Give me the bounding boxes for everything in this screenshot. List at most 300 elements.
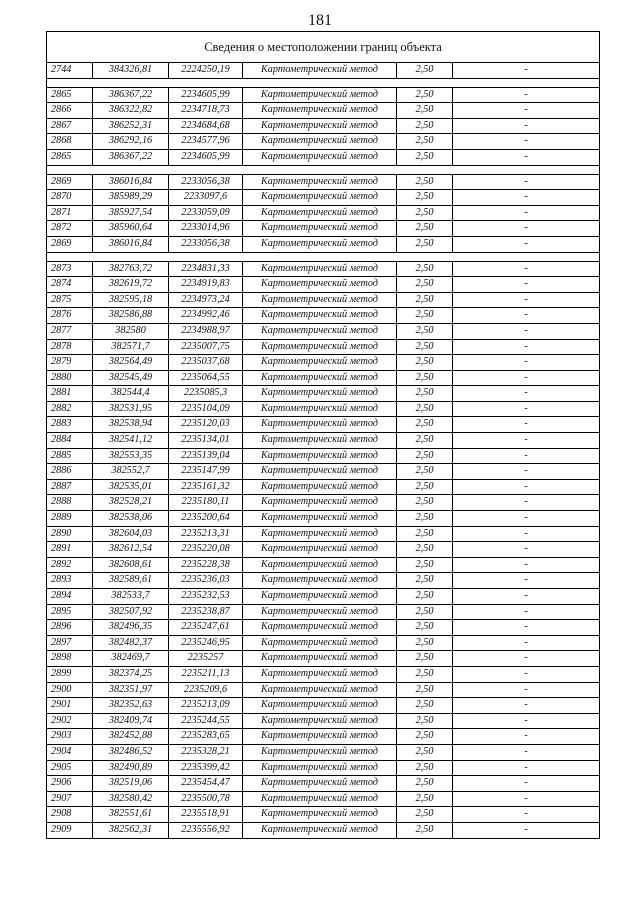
point-number-cell: 2897 <box>47 635 93 651</box>
description-cell: - <box>453 448 600 464</box>
group-separator-cell <box>47 78 600 87</box>
x-coordinate-cell: 382604,03 <box>93 526 169 542</box>
x-coordinate-cell: 382595,18 <box>93 292 169 308</box>
accuracy-cell: 2,50 <box>397 370 453 386</box>
point-number-cell: 2900 <box>47 682 93 698</box>
description-cell: - <box>453 495 600 511</box>
x-coordinate-cell: 382608,61 <box>93 557 169 573</box>
point-number-cell: 2898 <box>47 651 93 667</box>
y-coordinate-cell: 2235139,04 <box>169 448 243 464</box>
table-row <box>47 103 600 119</box>
x-coordinate-cell: 382589,61 <box>93 573 169 589</box>
table-body <box>47 32 600 839</box>
y-coordinate-cell: 2235213,31 <box>169 526 243 542</box>
x-coordinate-cell: 382564,49 <box>93 355 169 371</box>
description-cell: - <box>453 698 600 714</box>
method-cell: Картометрический метод <box>243 118 397 134</box>
table-row <box>47 729 600 745</box>
method-cell: Картометрический метод <box>243 63 397 79</box>
method-cell: Картометрический метод <box>243 149 397 165</box>
description-cell: - <box>453 682 600 698</box>
section-title-row <box>47 32 600 63</box>
x-coordinate-cell: 382519,06 <box>93 776 169 792</box>
point-number-cell: 2896 <box>47 620 93 636</box>
accuracy-cell: 2,50 <box>397 573 453 589</box>
table-row <box>47 118 600 134</box>
point-number-cell: 2904 <box>47 744 93 760</box>
x-coordinate-cell: 382452,88 <box>93 729 169 745</box>
accuracy-cell: 2,50 <box>397 386 453 402</box>
description-cell: - <box>453 620 600 636</box>
table-row <box>47 698 600 714</box>
table-row <box>47 433 600 449</box>
y-coordinate-cell: 2234605,99 <box>169 149 243 165</box>
description-cell: - <box>453 589 600 605</box>
accuracy-cell: 2,50 <box>397 261 453 277</box>
description-cell: - <box>453 63 600 79</box>
y-coordinate-cell: 2235213,09 <box>169 698 243 714</box>
x-coordinate-cell: 382351,97 <box>93 682 169 698</box>
accuracy-cell: 2,50 <box>397 526 453 542</box>
point-number-cell: 2906 <box>47 776 93 792</box>
point-number-cell: 2909 <box>47 822 93 838</box>
x-coordinate-cell: 382490,89 <box>93 760 169 776</box>
point-number-cell: 2871 <box>47 205 93 221</box>
description-cell: - <box>453 277 600 293</box>
point-number-cell: 2889 <box>47 511 93 527</box>
method-cell: Картометрический метод <box>243 495 397 511</box>
point-number-cell: 2894 <box>47 589 93 605</box>
accuracy-cell: 2,50 <box>397 651 453 667</box>
y-coordinate-cell: 2235399,42 <box>169 760 243 776</box>
accuracy-cell: 2,50 <box>397 635 453 651</box>
method-cell: Картометрический метод <box>243 620 397 636</box>
point-number-cell: 2882 <box>47 401 93 417</box>
x-coordinate-cell: 384326,81 <box>93 63 169 79</box>
table-row <box>47 448 600 464</box>
x-coordinate-cell: 382580 <box>93 323 169 339</box>
x-coordinate-cell: 382535,01 <box>93 479 169 495</box>
x-coordinate-cell: 386367,22 <box>93 87 169 103</box>
table-row <box>47 744 600 760</box>
method-cell: Картометрический метод <box>243 386 397 402</box>
x-coordinate-cell: 382541,12 <box>93 433 169 449</box>
method-cell: Картометрический метод <box>243 323 397 339</box>
y-coordinate-cell: 2224250,19 <box>169 63 243 79</box>
table-row <box>47 190 600 206</box>
table-row <box>47 277 600 293</box>
description-cell: - <box>453 87 600 103</box>
x-coordinate-cell: 382538,94 <box>93 417 169 433</box>
description-cell: - <box>453 118 600 134</box>
y-coordinate-cell: 2235200,64 <box>169 511 243 527</box>
table-row <box>47 205 600 221</box>
x-coordinate-cell: 382619,72 <box>93 277 169 293</box>
y-coordinate-cell: 2235454,47 <box>169 776 243 792</box>
description-cell: - <box>453 149 600 165</box>
x-coordinate-cell: 386322,82 <box>93 103 169 119</box>
accuracy-cell: 2,50 <box>397 557 453 573</box>
accuracy-cell: 2,50 <box>397 511 453 527</box>
table-row <box>47 589 600 605</box>
table-row <box>47 511 600 527</box>
x-coordinate-cell: 382374,25 <box>93 666 169 682</box>
description-cell: - <box>453 651 600 667</box>
method-cell: Картометрический метод <box>243 682 397 698</box>
y-coordinate-cell: 2235120,03 <box>169 417 243 433</box>
y-coordinate-cell: 2235244,55 <box>169 713 243 729</box>
point-number-cell: 2872 <box>47 221 93 237</box>
method-cell: Картометрический метод <box>243 277 397 293</box>
description-cell: - <box>453 666 600 682</box>
description-cell: - <box>453 433 600 449</box>
description-cell: - <box>453 401 600 417</box>
method-cell: Картометрический метод <box>243 236 397 252</box>
table-row <box>47 464 600 480</box>
table-row <box>47 479 600 495</box>
point-number-cell: 2905 <box>47 760 93 776</box>
group-separator-row <box>47 78 600 87</box>
point-number-cell: 2744 <box>47 63 93 79</box>
y-coordinate-cell: 2234831,33 <box>169 261 243 277</box>
accuracy-cell: 2,50 <box>397 791 453 807</box>
x-coordinate-cell: 382533,7 <box>93 589 169 605</box>
y-coordinate-cell: 2234718,73 <box>169 103 243 119</box>
y-coordinate-cell: 2234577,96 <box>169 134 243 150</box>
accuracy-cell: 2,50 <box>397 190 453 206</box>
description-cell: - <box>453 729 600 745</box>
table-row <box>47 620 600 636</box>
method-cell: Картометрический метод <box>243 557 397 573</box>
method-cell: Картометрический метод <box>243 589 397 605</box>
description-cell: - <box>453 479 600 495</box>
table-row <box>47 760 600 776</box>
description-cell: - <box>453 355 600 371</box>
method-cell: Картометрический метод <box>243 744 397 760</box>
point-number-cell: 2902 <box>47 713 93 729</box>
accuracy-cell: 2,50 <box>397 433 453 449</box>
table-row <box>47 604 600 620</box>
accuracy-cell: 2,50 <box>397 417 453 433</box>
x-coordinate-cell: 382496,35 <box>93 620 169 636</box>
description-cell: - <box>453 822 600 838</box>
accuracy-cell: 2,50 <box>397 401 453 417</box>
method-cell: Картометрический метод <box>243 713 397 729</box>
method-cell: Картометрический метод <box>243 261 397 277</box>
y-coordinate-cell: 2235064,55 <box>169 370 243 386</box>
y-coordinate-cell: 2235161,32 <box>169 479 243 495</box>
table-row <box>47 791 600 807</box>
y-coordinate-cell: 2235518,91 <box>169 807 243 823</box>
table-row <box>47 308 600 324</box>
table-row <box>47 822 600 838</box>
accuracy-cell: 2,50 <box>397 604 453 620</box>
method-cell: Картометрический метод <box>243 651 397 667</box>
accuracy-cell: 2,50 <box>397 495 453 511</box>
table-row <box>47 87 600 103</box>
y-coordinate-cell: 2233014,96 <box>169 221 243 237</box>
accuracy-cell: 2,50 <box>397 729 453 745</box>
accuracy-cell: 2,50 <box>397 221 453 237</box>
table-row <box>47 573 600 589</box>
x-coordinate-cell: 382763,72 <box>93 261 169 277</box>
accuracy-cell: 2,50 <box>397 87 453 103</box>
accuracy-cell: 2,50 <box>397 205 453 221</box>
method-cell: Картометрический метод <box>243 308 397 324</box>
y-coordinate-cell: 2235134,01 <box>169 433 243 449</box>
accuracy-cell: 2,50 <box>397 292 453 308</box>
x-coordinate-cell: 382562,31 <box>93 822 169 838</box>
point-number-cell: 2868 <box>47 134 93 150</box>
description-cell: - <box>453 713 600 729</box>
method-cell: Картометрический метод <box>243 448 397 464</box>
table-row <box>47 651 600 667</box>
method-cell: Картометрический метод <box>243 791 397 807</box>
method-cell: Картометрический метод <box>243 511 397 527</box>
y-coordinate-cell: 2235104,09 <box>169 401 243 417</box>
point-number-cell: 2879 <box>47 355 93 371</box>
y-coordinate-cell: 2235180,11 <box>169 495 243 511</box>
method-cell: Картометрический метод <box>243 190 397 206</box>
description-cell: - <box>453 261 600 277</box>
method-cell: Картометрический метод <box>243 542 397 558</box>
accuracy-cell: 2,50 <box>397 807 453 823</box>
point-number-cell: 2885 <box>47 448 93 464</box>
method-cell: Картометрический метод <box>243 292 397 308</box>
x-coordinate-cell: 382612,54 <box>93 542 169 558</box>
point-number-cell: 2888 <box>47 495 93 511</box>
description-cell: - <box>453 308 600 324</box>
description-cell: - <box>453 236 600 252</box>
x-coordinate-cell: 386252,31 <box>93 118 169 134</box>
y-coordinate-cell: 2235246,95 <box>169 635 243 651</box>
x-coordinate-cell: 382571,7 <box>93 339 169 355</box>
point-number-cell: 2875 <box>47 292 93 308</box>
description-cell: - <box>453 323 600 339</box>
accuracy-cell: 2,50 <box>397 744 453 760</box>
page-number: 181 <box>308 12 332 29</box>
table-row <box>47 682 600 698</box>
x-coordinate-cell: 382586,88 <box>93 308 169 324</box>
accuracy-cell: 2,50 <box>397 698 453 714</box>
table-row <box>47 174 600 190</box>
method-cell: Картометрический метод <box>243 87 397 103</box>
method-cell: Картометрический метод <box>243 417 397 433</box>
accuracy-cell: 2,50 <box>397 589 453 605</box>
method-cell: Картометрический метод <box>243 370 397 386</box>
method-cell: Картометрический метод <box>243 221 397 237</box>
y-coordinate-cell: 2235209,6 <box>169 682 243 698</box>
point-number-cell: 2901 <box>47 698 93 714</box>
point-number-cell: 2895 <box>47 604 93 620</box>
group-separator-cell <box>47 165 600 174</box>
table-row <box>47 261 600 277</box>
y-coordinate-cell: 2235147,99 <box>169 464 243 480</box>
method-cell: Картометрический метод <box>243 134 397 150</box>
point-number-cell: 2865 <box>47 87 93 103</box>
x-coordinate-cell: 382531,95 <box>93 401 169 417</box>
description-cell: - <box>453 776 600 792</box>
accuracy-cell: 2,50 <box>397 448 453 464</box>
accuracy-cell: 2,50 <box>397 63 453 79</box>
group-separator-cell <box>47 252 600 261</box>
table-row <box>47 417 600 433</box>
method-cell: Картометрический метод <box>243 355 397 371</box>
method-cell: Картометрический метод <box>243 729 397 745</box>
x-coordinate-cell: 385989,29 <box>93 190 169 206</box>
table-row <box>47 134 600 150</box>
method-cell: Картометрический метод <box>243 822 397 838</box>
point-number-cell: 2880 <box>47 370 93 386</box>
accuracy-cell: 2,50 <box>397 355 453 371</box>
point-number-cell: 2891 <box>47 542 93 558</box>
description-cell: - <box>453 190 600 206</box>
description-cell: - <box>453 174 600 190</box>
method-cell: Картометрический метод <box>243 604 397 620</box>
point-number-cell: 2869 <box>47 174 93 190</box>
method-cell: Картометрический метод <box>243 205 397 221</box>
method-cell: Картометрический метод <box>243 401 397 417</box>
table-row <box>47 776 600 792</box>
y-coordinate-cell: 2233056,38 <box>169 236 243 252</box>
x-coordinate-cell: 382486,52 <box>93 744 169 760</box>
description-cell: - <box>453 464 600 480</box>
y-coordinate-cell: 2235257 <box>169 651 243 667</box>
x-coordinate-cell: 382469,7 <box>93 651 169 667</box>
accuracy-cell: 2,50 <box>397 464 453 480</box>
accuracy-cell: 2,50 <box>397 103 453 119</box>
method-cell: Картометрический метод <box>243 479 397 495</box>
table-row <box>47 666 600 682</box>
y-coordinate-cell: 2233097,6 <box>169 190 243 206</box>
accuracy-cell: 2,50 <box>397 620 453 636</box>
x-coordinate-cell: 382507,92 <box>93 604 169 620</box>
accuracy-cell: 2,50 <box>397 174 453 190</box>
point-number-cell: 2867 <box>47 118 93 134</box>
y-coordinate-cell: 2235247,61 <box>169 620 243 636</box>
y-coordinate-cell: 2235085,3 <box>169 386 243 402</box>
y-coordinate-cell: 2233056,38 <box>169 174 243 190</box>
accuracy-cell: 2,50 <box>397 323 453 339</box>
accuracy-cell: 2,50 <box>397 277 453 293</box>
section-title: Сведения о местоположении границ объекта <box>47 32 600 63</box>
point-number-cell: 2876 <box>47 308 93 324</box>
description-cell: - <box>453 103 600 119</box>
point-number-cell: 2890 <box>47 526 93 542</box>
x-coordinate-cell: 382528,21 <box>93 495 169 511</box>
point-number-cell: 2874 <box>47 277 93 293</box>
y-coordinate-cell: 2235228,38 <box>169 557 243 573</box>
accuracy-cell: 2,50 <box>397 542 453 558</box>
accuracy-cell: 2,50 <box>397 822 453 838</box>
method-cell: Картометрический метод <box>243 635 397 651</box>
x-coordinate-cell: 386367,22 <box>93 149 169 165</box>
point-number-cell: 2884 <box>47 433 93 449</box>
table-row <box>47 323 600 339</box>
accuracy-cell: 2,50 <box>397 682 453 698</box>
method-cell: Картометрический метод <box>243 433 397 449</box>
point-number-cell: 2907 <box>47 791 93 807</box>
table-row <box>47 635 600 651</box>
table-row <box>47 355 600 371</box>
point-number-cell: 2886 <box>47 464 93 480</box>
description-cell: - <box>453 511 600 527</box>
x-coordinate-cell: 386016,84 <box>93 236 169 252</box>
y-coordinate-cell: 2235211,13 <box>169 666 243 682</box>
y-coordinate-cell: 2233059,09 <box>169 205 243 221</box>
y-coordinate-cell: 2235556,92 <box>169 822 243 838</box>
table-row <box>47 495 600 511</box>
y-coordinate-cell: 2235238,87 <box>169 604 243 620</box>
group-separator-row <box>47 252 600 261</box>
description-cell: - <box>453 386 600 402</box>
method-cell: Картометрический метод <box>243 174 397 190</box>
table-row <box>47 292 600 308</box>
table-row <box>47 63 600 79</box>
point-number-cell: 2870 <box>47 190 93 206</box>
table-row <box>47 339 600 355</box>
accuracy-cell: 2,50 <box>397 776 453 792</box>
group-separator-row <box>47 165 600 174</box>
point-number-cell: 2903 <box>47 729 93 745</box>
description-cell: - <box>453 339 600 355</box>
x-coordinate-cell: 386292,16 <box>93 134 169 150</box>
boundary-coordinates-table <box>46 31 600 839</box>
description-cell: - <box>453 526 600 542</box>
description-cell: - <box>453 744 600 760</box>
point-number-cell: 2892 <box>47 557 93 573</box>
x-coordinate-cell: 382553,35 <box>93 448 169 464</box>
point-number-cell: 2887 <box>47 479 93 495</box>
x-coordinate-cell: 382482,37 <box>93 635 169 651</box>
description-cell: - <box>453 557 600 573</box>
method-cell: Картометрический метод <box>243 776 397 792</box>
description-cell: - <box>453 760 600 776</box>
method-cell: Картометрический метод <box>243 339 397 355</box>
x-coordinate-cell: 382545,49 <box>93 370 169 386</box>
description-cell: - <box>453 370 600 386</box>
y-coordinate-cell: 2234988,97 <box>169 323 243 339</box>
description-cell: - <box>453 635 600 651</box>
point-number-cell: 2883 <box>47 417 93 433</box>
table-row <box>47 542 600 558</box>
table-row <box>47 526 600 542</box>
accuracy-cell: 2,50 <box>397 118 453 134</box>
method-cell: Картометрический метод <box>243 103 397 119</box>
y-coordinate-cell: 2235232,53 <box>169 589 243 605</box>
description-cell: - <box>453 417 600 433</box>
description-cell: - <box>453 292 600 308</box>
method-cell: Картометрический метод <box>243 573 397 589</box>
x-coordinate-cell: 382409,74 <box>93 713 169 729</box>
y-coordinate-cell: 2235037,68 <box>169 355 243 371</box>
point-number-cell: 2899 <box>47 666 93 682</box>
method-cell: Картометрический метод <box>243 666 397 682</box>
point-number-cell: 2865 <box>47 149 93 165</box>
x-coordinate-cell: 382352,63 <box>93 698 169 714</box>
table-row <box>47 221 600 237</box>
accuracy-cell: 2,50 <box>397 760 453 776</box>
point-number-cell: 2866 <box>47 103 93 119</box>
table-row <box>47 236 600 252</box>
method-cell: Картометрический метод <box>243 698 397 714</box>
x-coordinate-cell: 386016,84 <box>93 174 169 190</box>
table-row <box>47 807 600 823</box>
description-cell: - <box>453 134 600 150</box>
table-row <box>47 149 600 165</box>
table-row <box>47 386 600 402</box>
table-row <box>47 557 600 573</box>
